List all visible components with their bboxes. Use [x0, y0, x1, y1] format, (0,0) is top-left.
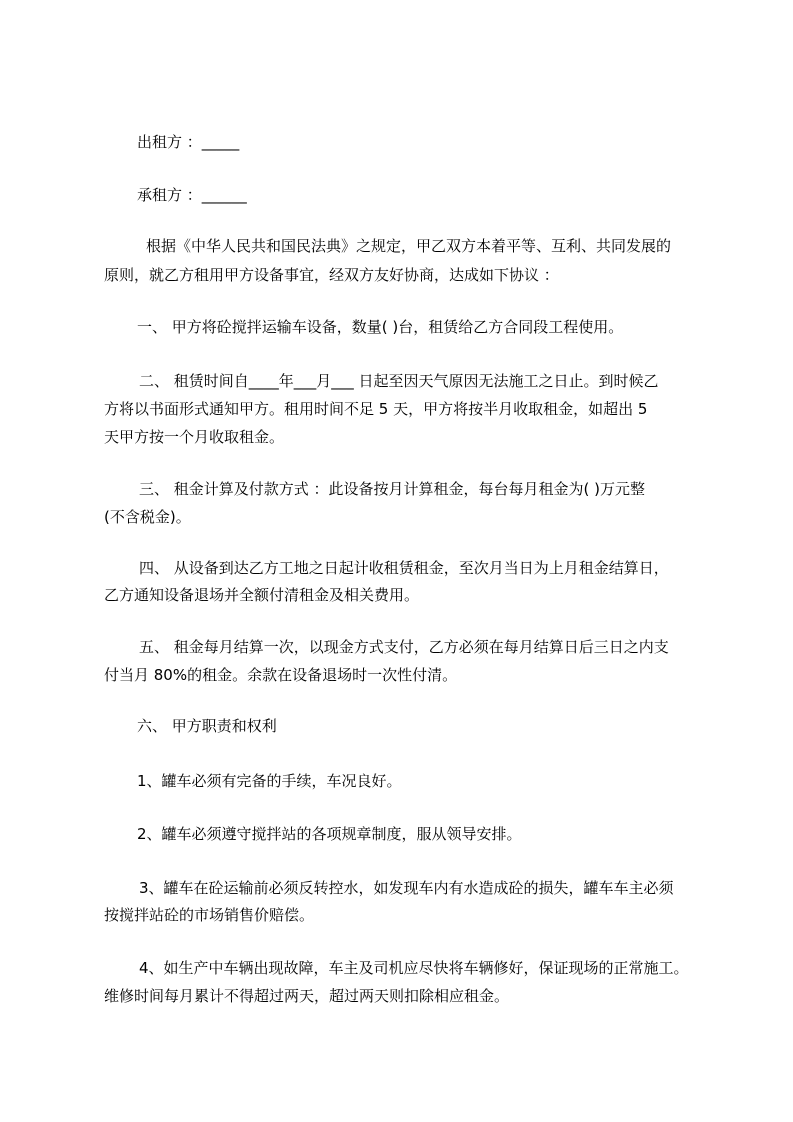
clause-2-line-3: 天甲方按一个月收取租金。	[104, 428, 285, 446]
clause-6-heading: 六、 甲方职责和权利	[137, 717, 277, 735]
duty-3-line-2: 按搅拌站砼的市场销售价赔偿。	[104, 906, 315, 924]
clause-3-line-2: (不含税金)。	[104, 508, 191, 526]
clause-2-line-2: 方将以书面形式通知甲方。租用时间不足 5 天，甲方将按半月收取租金，如超出 5	[104, 400, 648, 418]
clause-3-line-1: 三、 租金计算及付款方式 ：此设备按月计算租金，每台每月租金为( )万元整	[139, 480, 646, 498]
duty-2-line-1: 2、罐车必须遵守搅拌站的各项规章制度，服从领导安排。	[137, 825, 522, 843]
clause-5-line-1: 五、 租金每月结算一次，以现金方式支付，乙方必须在每月结算日后三日之内支	[139, 638, 669, 656]
duty-1-line-1: 1、罐车必须有完备的手续，车况良好。	[137, 772, 402, 790]
clause-1-line-1: 一、 甲方将砼搅拌运输车设备，数量( )台，租赁给乙方合同段工程使用。	[137, 318, 624, 336]
clause-5-line-2: 付当月 80%的租金。余款在设备退场时一次性付清。	[104, 666, 458, 684]
intro-line-2: 原则，就乙方租用甲方设备事宜，经双方友好协商，达成如下协议 ：	[104, 266, 559, 284]
duty-4-line-1: 4、如生产中车辆出现故障，车主及司机应尽快将车辆修好，保证现场的正常施工。	[139, 959, 689, 977]
clause-4-line-1: 四、 从设备到达乙方工地之日起计收租赁租金，至次月当日为上月租金结算日，	[139, 559, 669, 577]
lessee-line: 承租方 ：______	[137, 186, 247, 204]
clause-4-line-2: 乙方通知设备退场并全额付清租金及相关费用。	[104, 586, 420, 604]
duty-3-line-1: 3、罐车在砼运输前必须反转控水，如发现车内有水造成砼的损失，罐车车主必须	[139, 879, 674, 897]
lessor-line: 出租方 ：_____	[137, 133, 240, 151]
clause-2-line-1: 二、 租赁时间自____年___月___ 日起至因天气原因无法施工之日止。到时候乙	[139, 372, 659, 390]
duty-4-line-2: 维修时间每月累计不得超过两天，超过两天则扣除相应租金。	[104, 987, 510, 1005]
intro-line-1: 根据《中华人民共和国民法典》之规定，甲乙双方本着平等、互利、共同发展的	[146, 237, 672, 255]
